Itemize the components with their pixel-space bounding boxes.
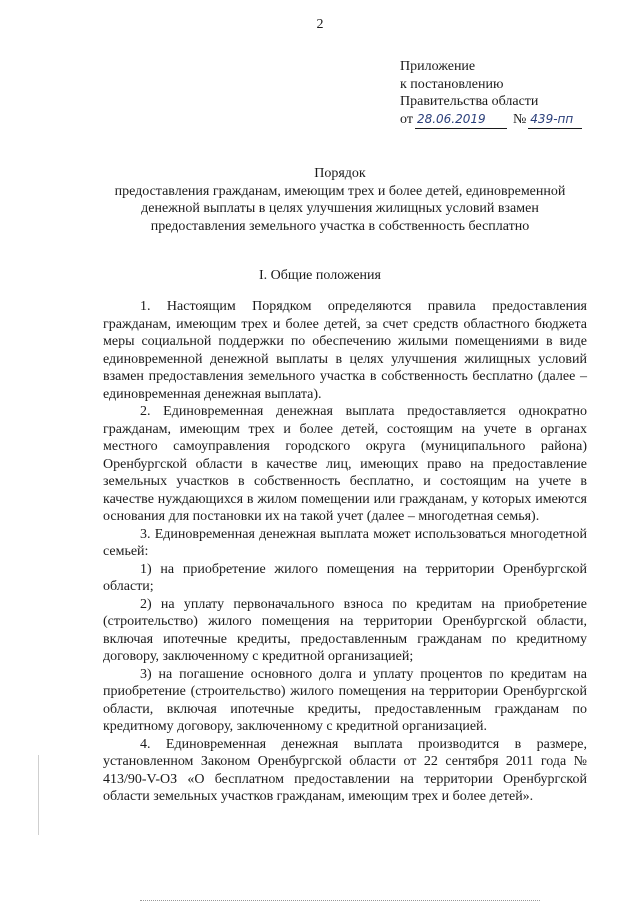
appendix-line-resolution: к постановлению (400, 76, 504, 92)
appendix-date-number-row (400, 111, 620, 130)
title-subheading: предоставления гражданам, имеющим трех и более детей, единовременной денежной выплаты в целях улучшения жилищных условий взамен предоставления земельного участка в собственность бесплатно (114, 183, 566, 234)
number-label: № (512, 111, 527, 127)
paragraph-2: 2. Единовременная денежная выплата предоставляется однократно гражданам, имеющим трех и более детей, состоящим на учете в органах местного самоуправления городского округа (муниципального района) Оренбургской области в качестве лиц, имеющих право на предоставление земельных участков в собственность бесплатно, и состоящим на учете в качестве нуждающихся в жилом помещении или гражданам, у которых имеются основания для постановки их на такой учет (далее – многодетная семья). (103, 404, 587, 524)
appendix-block (400, 58, 620, 129)
handwritten-date: 28.06.2019 (415, 111, 507, 130)
title-heading: Порядок (314, 166, 366, 181)
paragraph-4: 4. Единовременная денежная выплата производится в размере, установленном Законом Оренбургской области от 22 сентября 2011 года № 413/90-V-ОЗ «О бесплатном предоставлении на территории Оренбургской области земельных участков гражданам, имеющим трех и более детей». (103, 736, 587, 804)
paragraph-3: 3. Единовременная денежная выплата может использоваться многодетной семьей: (103, 526, 587, 559)
scan-artifact-line (38, 755, 39, 835)
footer-scan-line (140, 900, 540, 902)
appendix-title: Приложение (400, 59, 476, 74)
paragraph-3-item-2: 2) на уплату первоначального взноса по кредитам на приобретение (строительство) жилого помещения на территории Оренбургской области, включая ипотечные кредиты, предоставленным гражданам по кредитному договору, заключенному с кредитной организацией; (103, 596, 587, 664)
document-body (103, 298, 587, 806)
from-label: от (400, 111, 413, 127)
handwritten-number: 439-пп (528, 111, 582, 130)
paragraph-3-item-1: 1) на приобретение жилого помещения на территории Оренбургской области; (103, 561, 587, 594)
page-number: 2 (316, 17, 324, 32)
appendix-line-government: Правительства области (400, 94, 539, 109)
document-title (110, 165, 570, 235)
paragraph-1: 1. Настоящим Порядком определяются правила предоставления гражданам, имеющим трех и более детей, за счет средств областного бюджета меры социальной поддержки по обеспечению жилыми помещениями в виде единовременной денежной выплаты в целях улучшения жилищных условий взамен предоставления земельного участка в собственность бесплатно (далее – единовременная денежная выплата). (103, 299, 587, 402)
section-heading: I. Общие положения (259, 268, 381, 283)
paragraph-3-item-3: 3) на погашение основного долга и уплату процентов по кредитам на приобретение (строительство) жилого помещения на территории Оренбургской области, включая ипотечные кредиты, предоставленным гражданам по кредитному договору, заключенному с кредитной организацией. (103, 666, 587, 734)
